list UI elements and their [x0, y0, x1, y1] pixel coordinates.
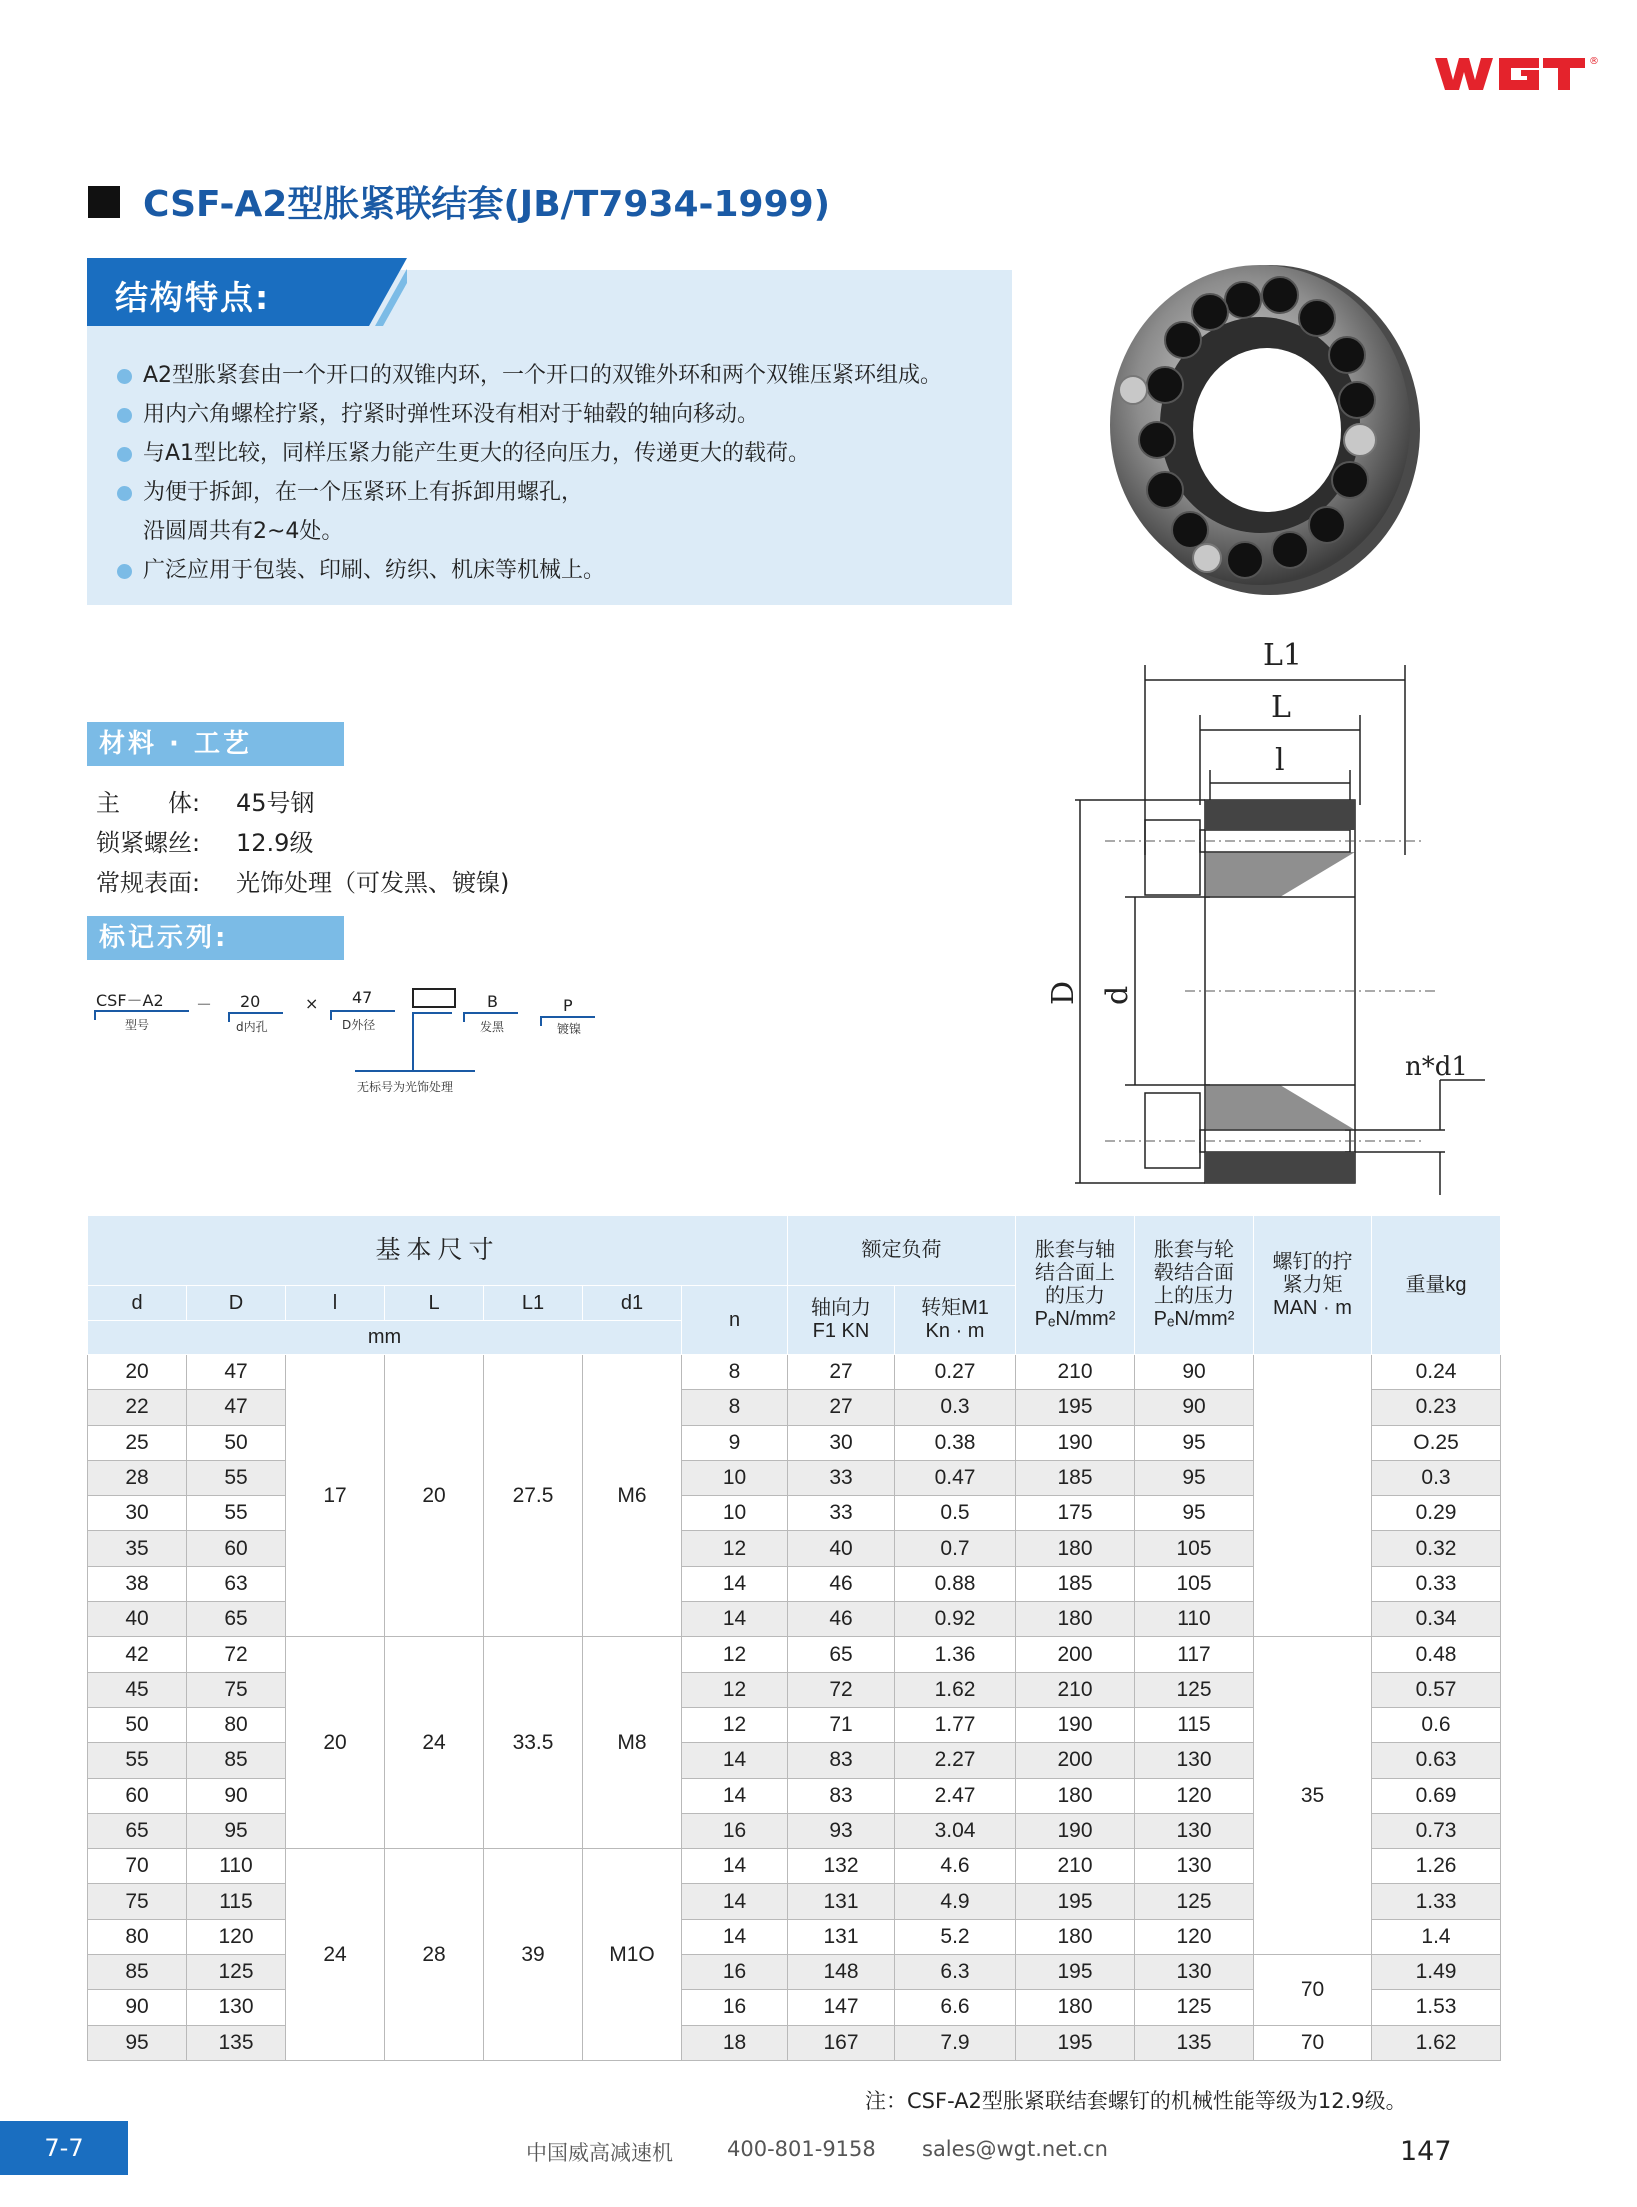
bullet-icon — [117, 408, 132, 423]
table-cell: 185 — [1016, 1460, 1135, 1495]
table-cell: 47 — [187, 1390, 286, 1425]
mark-d: 20 — [240, 992, 261, 1011]
table-cell: 65 — [788, 1637, 895, 1672]
table-cell: 0.5 — [895, 1496, 1016, 1531]
table-cell: 0.63 — [1372, 1743, 1501, 1778]
table-cell: 80 — [88, 1919, 187, 1954]
table-cell: 4.9 — [895, 1884, 1016, 1919]
table-cell: 2.47 — [895, 1778, 1016, 1813]
mark-D-sub: D外径 — [342, 1018, 376, 1032]
table-cell: 135 — [1135, 2025, 1254, 2060]
feature-item: A2型胀紧套由一个开口的双锥内环，一个开口的双锥外环和两个双锥压紧环组成。 — [117, 356, 1017, 395]
table-cell: 50 — [187, 1425, 286, 1460]
table-cell: O.25 — [1372, 1425, 1501, 1460]
table-cell: 110 — [1135, 1602, 1254, 1637]
table-cell: 12 — [682, 1707, 788, 1742]
dim-D: D — [1046, 980, 1081, 1005]
header-D: D — [187, 1286, 286, 1321]
footnote: 注：CSF-A2型胀紧联结套螺钉的机械性能等级为12.9级。 — [865, 2089, 1407, 2113]
header-L1: L1 — [484, 1286, 583, 1321]
table-row — [88, 1637, 1501, 1672]
dim-l: l — [1275, 743, 1285, 778]
table-cell: 1.77 — [895, 1707, 1016, 1742]
mark-underline — [355, 1070, 475, 1072]
table-cell: 1.4 — [1372, 1919, 1501, 1954]
table-cell: 190 — [1016, 1425, 1135, 1460]
dim-nd1: n*d1 — [1405, 1052, 1468, 1082]
table-cell: 4.6 — [895, 1849, 1016, 1884]
table-cell: 135 — [187, 2025, 286, 2060]
table-cell: 72 — [788, 1672, 895, 1707]
table-cell: 7.9 — [895, 2025, 1016, 2060]
mark-tick — [463, 1012, 465, 1022]
table-cell: 95 — [88, 2025, 187, 2060]
feature-item-continued: 沿圆周共有2~4处。 — [143, 519, 344, 544]
table-cell: 180 — [1016, 1990, 1135, 2025]
table-cell: 0.33 — [1372, 1566, 1501, 1601]
table-cell: 75 — [88, 1884, 187, 1919]
mark-tick — [540, 1016, 542, 1026]
table-cell: 27 — [788, 1390, 895, 1425]
table-cell: 0.88 — [895, 1566, 1016, 1601]
table-cell: 14 — [682, 1884, 788, 1919]
table-cell: 0.57 — [1372, 1672, 1501, 1707]
table-cell: 85 — [88, 1955, 187, 1990]
table-cell: 0.34 — [1372, 1602, 1501, 1637]
table-cell: 95 — [1135, 1496, 1254, 1531]
table-cell: 195 — [1016, 1884, 1135, 1919]
features-list — [117, 356, 1017, 590]
table-cell: 14 — [682, 1919, 788, 1954]
table-cell: 95 — [187, 1813, 286, 1848]
table-cell: 130 — [1135, 1743, 1254, 1778]
bullet-icon — [117, 564, 132, 579]
table-cell: 1.62 — [1372, 2025, 1501, 2060]
table-cell: 16 — [682, 1955, 788, 1990]
table-cell: 117 — [1135, 1637, 1254, 1672]
table-cell: M8 — [583, 1637, 682, 1849]
material-row-screw: 锁紧螺丝: 12.9级 — [96, 829, 314, 857]
table-cell: 180 — [1016, 1531, 1135, 1566]
table-cell: 33 — [788, 1496, 895, 1531]
table-cell: 14 — [682, 1743, 788, 1778]
table-cell: 20 — [385, 1355, 484, 1637]
table-cell: 10 — [682, 1496, 788, 1531]
table-cell: 80 — [187, 1707, 286, 1742]
table-cell: 65 — [88, 1813, 187, 1848]
table-cell: 210 — [1016, 1849, 1135, 1884]
table-cell: 70 — [1254, 2025, 1372, 2060]
material-row-body: 主 体: 45号钢 — [96, 789, 315, 817]
table-cell: 0.38 — [895, 1425, 1016, 1460]
table-cell: 55 — [88, 1743, 187, 1778]
table-cell: 6.6 — [895, 1990, 1016, 2025]
table-cell: 40 — [88, 1602, 187, 1637]
table-cell: 180 — [1016, 1602, 1135, 1637]
feature-item: 用内六角螺栓拧紧，拧紧时弹性环没有相对于轴毂的轴向移动。 — [117, 395, 1017, 434]
table-cell: 39 — [484, 1849, 583, 2061]
table-cell: 210 — [1016, 1672, 1135, 1707]
mark-d-sub: d内孔 — [236, 1020, 268, 1034]
table-cell: 0.24 — [1372, 1355, 1501, 1390]
table-cell: 30 — [788, 1425, 895, 1460]
table-cell: 33.5 — [484, 1637, 583, 1849]
table-cell: 12 — [682, 1637, 788, 1672]
mark-D: 47 — [352, 988, 373, 1007]
table-cell: 131 — [788, 1884, 895, 1919]
table-cell: 83 — [788, 1778, 895, 1813]
mark-tick — [228, 1012, 230, 1022]
wgt-logo — [1435, 52, 1605, 94]
header-shaft-pressure: 胀套与轴 结合面上 的压力 PₑN/mm² — [1016, 1216, 1135, 1355]
table-cell: 0.7 — [895, 1531, 1016, 1566]
table-cell: 63 — [187, 1566, 286, 1601]
table-cell: 125 — [1135, 1672, 1254, 1707]
mark-blank-note: 无标号为光饰处理 — [357, 1080, 454, 1094]
mark-B-sub: 发黑 — [480, 1020, 505, 1034]
table-cell: 75 — [187, 1672, 286, 1707]
table-cell: 1.49 — [1372, 1955, 1501, 1990]
header-basic-dimensions: 基本尺寸 — [88, 1216, 788, 1286]
table-cell: 6.3 — [895, 1955, 1016, 1990]
table-cell: 0.3 — [895, 1390, 1016, 1425]
table-cell: 0.27 — [895, 1355, 1016, 1390]
table-cell: 83 — [788, 1743, 895, 1778]
table-cell: 16 — [682, 1813, 788, 1848]
table-cell: 130 — [1135, 1849, 1254, 1884]
table-cell: 0.32 — [1372, 1531, 1501, 1566]
table-cell: 130 — [187, 1990, 286, 2025]
mark-underline — [540, 1016, 595, 1018]
table-cell: 90 — [1135, 1355, 1254, 1390]
header-d: d — [88, 1286, 187, 1321]
table-cell: 70 — [1254, 1955, 1372, 2026]
mark-underline — [228, 1012, 283, 1014]
bullet-icon — [117, 447, 132, 462]
table-cell: 130 — [1135, 1955, 1254, 1990]
mark-underline — [412, 1012, 452, 1014]
table-cell: 0.47 — [895, 1460, 1016, 1495]
table-cell: 0.29 — [1372, 1496, 1501, 1531]
table-cell: 195 — [1016, 1955, 1135, 1990]
registered-mark: ® — [1589, 56, 1599, 67]
table-cell: 0.3 — [1372, 1460, 1501, 1495]
table-cell: 12 — [682, 1531, 788, 1566]
cross-section-drawing — [1045, 635, 1485, 1200]
material-row-surface: 常规表面: 光饰处理（可发黑、镀镍) — [96, 869, 510, 897]
table-cell: 132 — [788, 1849, 895, 1884]
table-cell: 10 — [682, 1460, 788, 1495]
table-cell: 95 — [1135, 1460, 1254, 1495]
header-rated-load: 额定负荷 — [788, 1216, 1016, 1286]
spec-table-body — [88, 1355, 1501, 2061]
table-cell: 1.33 — [1372, 1884, 1501, 1919]
features-heading: 结构特点: — [115, 278, 271, 317]
table-cell: 35 — [1254, 1637, 1372, 1955]
table-cell: 200 — [1016, 1637, 1135, 1672]
table-cell: 20 — [88, 1355, 187, 1390]
table-cell: 0.6 — [1372, 1707, 1501, 1742]
table-cell: 190 — [1016, 1707, 1135, 1742]
header-weight: 重量kg — [1372, 1216, 1501, 1355]
table-cell — [1254, 1355, 1372, 1637]
table-cell: 17 — [286, 1355, 385, 1637]
table-cell: 46 — [788, 1566, 895, 1601]
materials-heading: 材料 · 工艺 — [87, 722, 344, 766]
table-cell: 60 — [88, 1778, 187, 1813]
footer-company: 中国威高减速机 — [526, 2141, 673, 2165]
table-cell: 120 — [1135, 1778, 1254, 1813]
feature-item: 广泛应用于包装、印刷、纺织、机床等机械上。 — [117, 551, 1017, 590]
mark-model: CSF－A2 — [96, 991, 164, 1010]
header-l: l — [286, 1286, 385, 1321]
table-cell: 90 — [1135, 1390, 1254, 1425]
table-cell: 120 — [1135, 1919, 1254, 1954]
title-marker — [88, 186, 120, 218]
header-unit-mm: mm — [88, 1321, 682, 1355]
header-torque: 转矩M1 Kn · m — [895, 1286, 1016, 1355]
bullet-icon — [117, 486, 132, 501]
table-cell: 27.5 — [484, 1355, 583, 1637]
mark-dash: － — [196, 995, 213, 1014]
table-cell: 210 — [1016, 1355, 1135, 1390]
dim-L: L — [1271, 690, 1291, 725]
table-cell: 200 — [1016, 1743, 1135, 1778]
table-cell: 0.23 — [1372, 1390, 1501, 1425]
mark-model-sub: 型号 — [125, 1018, 150, 1032]
table-cell: 22 — [88, 1390, 187, 1425]
mark-blank-leader — [412, 1012, 414, 1070]
table-cell: 18 — [682, 2025, 788, 2060]
dim-d: d — [1100, 985, 1135, 1005]
mark-underline — [94, 1010, 189, 1012]
table-cell: 115 — [187, 1884, 286, 1919]
table-cell: 105 — [1135, 1566, 1254, 1601]
table-cell: 12 — [682, 1672, 788, 1707]
table-cell: 85 — [187, 1743, 286, 1778]
page-title: CSF-A2型胀紧联结套(JB/T7934-1999) — [143, 184, 831, 225]
table-cell: 0.48 — [1372, 1637, 1501, 1672]
table-cell: 180 — [1016, 1778, 1135, 1813]
table-cell: 110 — [187, 1849, 286, 1884]
dim-L1: L1 — [1263, 638, 1303, 673]
table-cell: 167 — [788, 2025, 895, 2060]
table-cell: 125 — [187, 1955, 286, 1990]
table-cell: 65 — [187, 1602, 286, 1637]
table-cell: 1.26 — [1372, 1849, 1501, 1884]
table-cell: 25 — [88, 1425, 187, 1460]
mark-tick — [94, 1010, 96, 1020]
table-cell: 72 — [187, 1637, 286, 1672]
table-cell: 55 — [187, 1496, 286, 1531]
table-cell: 0.73 — [1372, 1813, 1501, 1848]
page-number: 147 — [1400, 2136, 1452, 2167]
mark-blank-box — [412, 988, 456, 1008]
mark-B: B — [487, 992, 498, 1011]
table-cell: 175 — [1016, 1496, 1135, 1531]
table-cell: 1.62 — [895, 1672, 1016, 1707]
spec-table — [87, 1215, 1501, 2061]
table-cell: 195 — [1016, 2025, 1135, 2060]
table-cell: 42 — [88, 1637, 187, 1672]
table-cell: 47 — [187, 1355, 286, 1390]
bullet-icon — [117, 369, 132, 384]
mark-P-sub: 镀镍 — [557, 1022, 582, 1036]
mark-tick — [330, 1010, 332, 1020]
table-cell: 3.04 — [895, 1813, 1016, 1848]
feature-item: 为便于拆卸，在一个压紧环上有拆卸用螺孔， — [117, 473, 1017, 512]
table-cell: 131 — [788, 1919, 895, 1954]
table-cell: M1O — [583, 1849, 682, 2061]
mark-P: P — [563, 996, 573, 1015]
table-cell: 14 — [682, 1566, 788, 1601]
table-cell: 5.2 — [895, 1919, 1016, 1954]
mark-underline — [463, 1012, 518, 1014]
table-cell: 1.53 — [1372, 1990, 1501, 2025]
table-cell: 8 — [682, 1355, 788, 1390]
table-cell: 8 — [682, 1390, 788, 1425]
table-cell: 90 — [187, 1778, 286, 1813]
mark-underline — [330, 1010, 395, 1012]
table-cell: 71 — [788, 1707, 895, 1742]
table-cell: 105 — [1135, 1531, 1254, 1566]
footer-phone: 400-801-9158 — [727, 2137, 876, 2161]
mark-times: × — [305, 994, 319, 1013]
table-cell: 125 — [1135, 1990, 1254, 2025]
table-cell: 2.27 — [895, 1743, 1016, 1778]
table-cell: 45 — [88, 1672, 187, 1707]
table-cell: 55 — [187, 1460, 286, 1495]
table-cell: 0.92 — [895, 1602, 1016, 1637]
table-cell: 147 — [788, 1990, 895, 2025]
table-cell: 0.69 — [1372, 1778, 1501, 1813]
table-cell: 95 — [1135, 1425, 1254, 1460]
table-cell: 38 — [88, 1566, 187, 1601]
table-cell: 70 — [88, 1849, 187, 1884]
table-cell: 33 — [788, 1460, 895, 1495]
table-cell: 20 — [286, 1637, 385, 1849]
table-cell: 120 — [187, 1919, 286, 1954]
table-row — [88, 1355, 1501, 1390]
table-cell: M6 — [583, 1355, 682, 1637]
table-cell: 130 — [1135, 1813, 1254, 1848]
table-cell: 190 — [1016, 1813, 1135, 1848]
table-cell: 180 — [1016, 1919, 1135, 1954]
table-cell: 40 — [788, 1531, 895, 1566]
table-cell: 28 — [88, 1460, 187, 1495]
table-cell: 90 — [88, 1990, 187, 2025]
header-axial-force: 轴向力 F1 KN — [788, 1286, 895, 1355]
table-cell: 28 — [385, 1849, 484, 2061]
table-cell: 125 — [1135, 1884, 1254, 1919]
header-n: n — [682, 1286, 788, 1355]
table-cell: 35 — [88, 1531, 187, 1566]
header-d1: d1 — [583, 1286, 682, 1321]
marking-heading: 标记示列: — [87, 916, 344, 960]
section-number: 7-7 — [0, 2121, 128, 2175]
table-cell: 24 — [385, 1637, 484, 1849]
table-cell: 27 — [788, 1355, 895, 1390]
table-cell: 195 — [1016, 1390, 1135, 1425]
table-cell: 46 — [788, 1602, 895, 1637]
header-screw-torque: 螺钉的拧 紧力矩 MAN · m — [1254, 1216, 1372, 1355]
feature-item: 与A1型比较，同样压紧力能产生更大的径向压力，传递更大的载荷。 — [117, 434, 1017, 473]
table-cell: 9 — [682, 1425, 788, 1460]
table-cell: 30 — [88, 1496, 187, 1531]
table-cell: 24 — [286, 1849, 385, 2061]
table-cell: 148 — [788, 1955, 895, 1990]
table-cell: 14 — [682, 1778, 788, 1813]
table-cell: 16 — [682, 1990, 788, 2025]
table-cell: 50 — [88, 1707, 187, 1742]
table-cell: 14 — [682, 1849, 788, 1884]
table-cell: 115 — [1135, 1707, 1254, 1742]
table-cell: 1.36 — [895, 1637, 1016, 1672]
table-cell: 185 — [1016, 1566, 1135, 1601]
header-hub-pressure: 胀套与轮 毂结合面 上的压力 PₑN/mm² — [1135, 1216, 1254, 1355]
header-L: L — [385, 1286, 484, 1321]
table-cell: 93 — [788, 1813, 895, 1848]
footer-email: sales@wgt.net.cn — [922, 2137, 1108, 2161]
table-cell: 60 — [187, 1531, 286, 1566]
table-cell: 14 — [682, 1602, 788, 1637]
product-photo — [1095, 240, 1435, 610]
